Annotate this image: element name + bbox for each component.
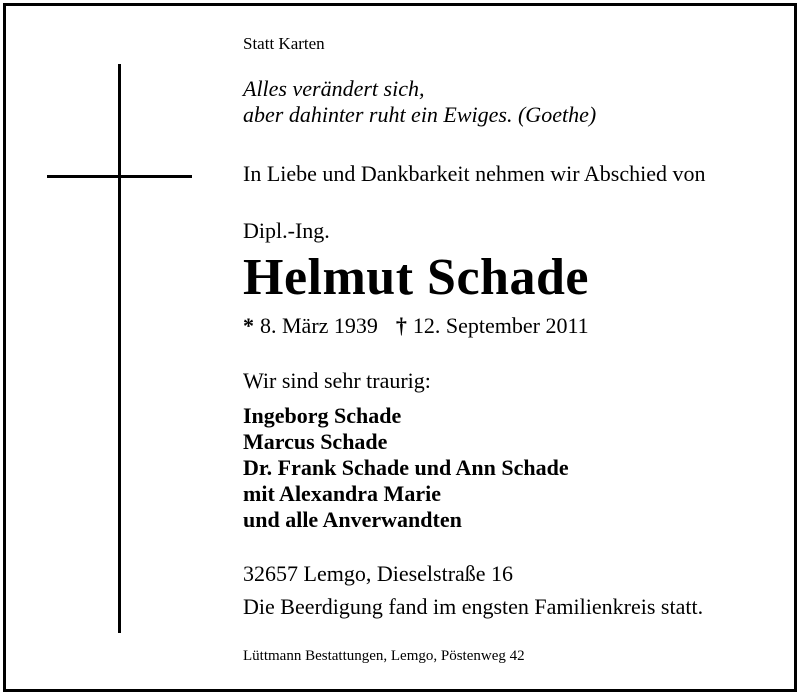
deceased-name: Helmut Schade — [243, 249, 589, 306]
mourner-name: mit Alexandra Marie — [243, 481, 441, 506]
cross-horizontal-bar — [47, 175, 192, 178]
mourners-intro: Wir sind sehr traurig: — [243, 368, 431, 393]
family-address: 32657 Lemgo, Dieselstraße 16 — [243, 561, 514, 586]
life-dates — [243, 315, 589, 337]
header-note: Statt Karten — [243, 34, 325, 53]
mourner-name: und alle Anverwandten — [243, 507, 462, 532]
undertaker-info: Lüttmann Bestattungen, Lemgo, Pöstenweg 42 — [243, 648, 525, 664]
death-cross-icon: † — [395, 313, 407, 338]
death-date: 12. September 2011 — [412, 313, 589, 338]
funeral-note: Die Beerdigung fand im engsten Familienkreis statt. — [243, 594, 704, 619]
quote-line: Alles verändert sich, — [243, 76, 425, 101]
birth-date: 8. März 1939 — [260, 313, 378, 338]
mourner-name: Dr. Frank Schade und Ann Schade — [243, 455, 569, 480]
quote-line: aber dahinter ruht ein Ewiges. (Goethe) — [243, 102, 597, 127]
farewell-intro: In Liebe und Dankbarkeit nehmen wir Abschied von — [243, 161, 706, 186]
mourner-name: Marcus Schade — [243, 429, 388, 454]
birth-icon: * — [243, 313, 254, 338]
cross-vertical-bar — [118, 64, 121, 633]
academic-title: Dipl.-Ing. — [243, 218, 330, 243]
mourner-name: Ingeborg Schade — [243, 403, 402, 428]
